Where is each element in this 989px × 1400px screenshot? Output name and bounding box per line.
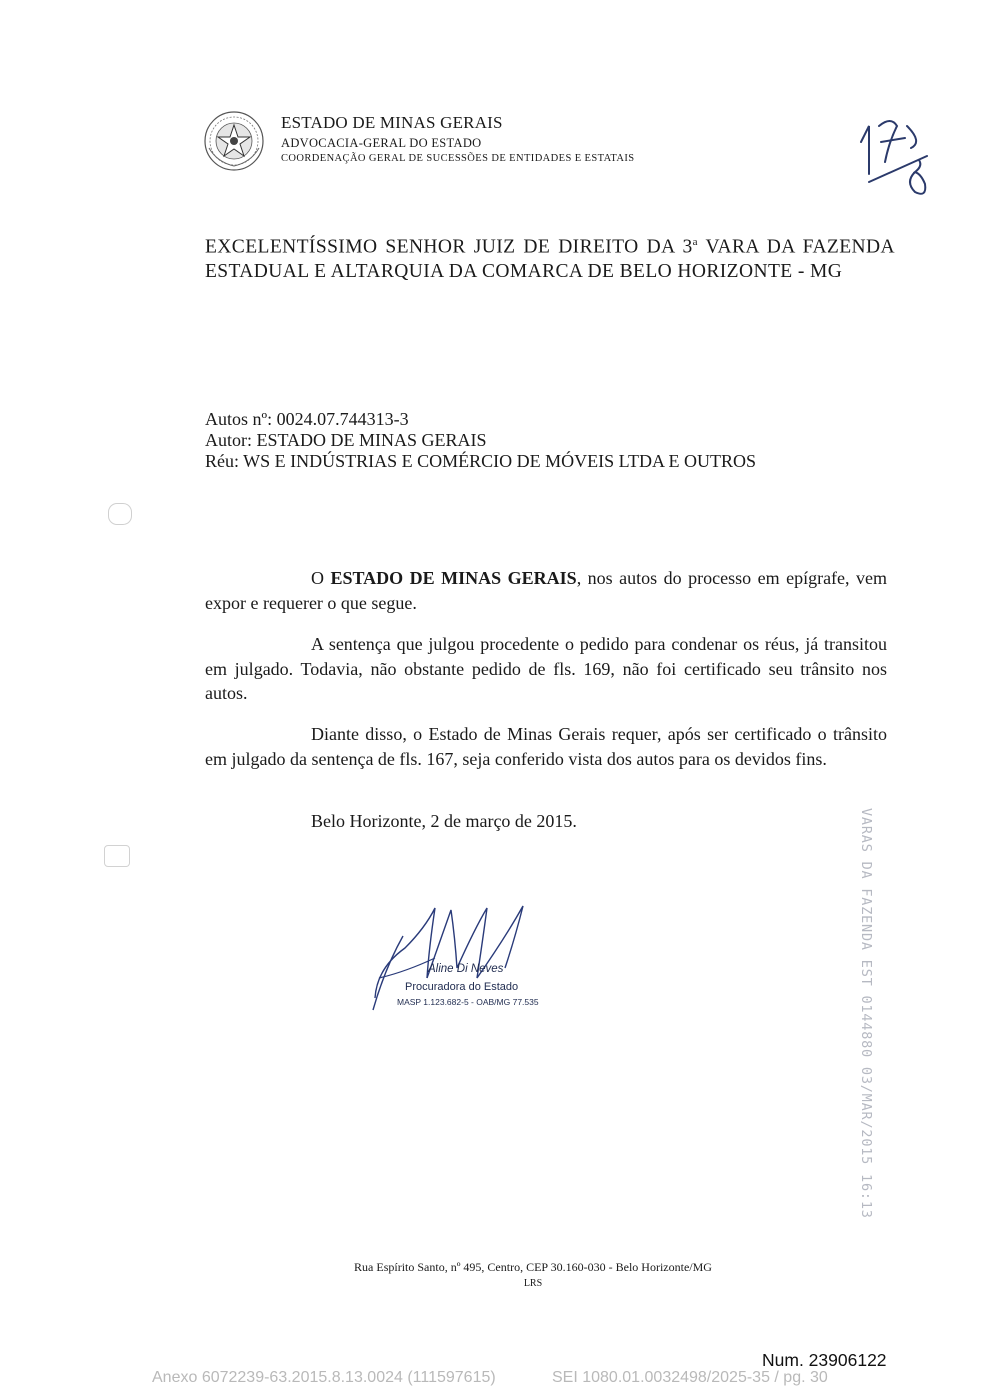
punch-hole bbox=[108, 503, 132, 525]
signer-name: Aline Di Neves bbox=[428, 963, 504, 975]
sei-reference: SEI 1080.01.0032498/2025-35 / pg. 30 bbox=[552, 1369, 828, 1386]
date-line: Belo Horizonte, 2 de março de 2015. bbox=[311, 811, 577, 831]
case-number: Autos nº: 0024.07.744313-3 bbox=[205, 409, 409, 429]
case-defendant: Réu: WS E INDÚSTRIAS E COMÉRCIO DE MÓVEIS LTDA E OUTROS bbox=[205, 451, 757, 471]
paragraph-1: O ESTADO DE MINAS GERAIS, nos autos do processo em epígrafe, vem expor e requerer o que segue. bbox=[205, 568, 888, 613]
coat-of-arms-icon bbox=[203, 110, 265, 172]
addressee-line-2: ESTADUAL E ALTARQUIA DA COMARCA DE BELO HORIZONTE - MG bbox=[205, 261, 843, 282]
letterhead-coordination: COORDENAÇÃO GERAL DE SUCESSÕES DE ENTIDADES E ESTATAIS bbox=[281, 153, 635, 164]
protocol-stamp: VARAS DA FAZENDA EST 0144880 03/MAR/2015 16:13 bbox=[858, 808, 874, 1219]
annex-reference: Anexo 6072239-63.2015.8.13.0024 (111597615) bbox=[152, 1369, 496, 1386]
letterhead-agency: ADVOCACIA-GERAL DO ESTADO bbox=[281, 136, 482, 150]
addressee-line-1: EXCELENTÍSSIMO SENHOR JUIZ DE DIREITO DA 3$^a$ VARA DA FAZENDA bbox=[205, 236, 895, 258]
footer-initials: LRS bbox=[523, 1278, 543, 1289]
signer-registration: MASP 1.123.682-5 - OAB/MG 77.535 bbox=[397, 997, 539, 1007]
case-plaintiff: Autor: ESTADO DE MINAS GERAIS bbox=[205, 430, 487, 450]
punch-hole bbox=[104, 845, 130, 867]
paragraph-2: A sentença que julgou procedente o pedido para condenar os réus, já transitou em julgado. Todavia, não obstante pedido de fls. 169, não foi certificado seu trânsito nos autos. bbox=[205, 634, 887, 703]
paragraph-3: Diante disso, o Estado de Minas Gerais requer, após ser certificado o trânsito em julgado da sentença de fls. 167, seja conferido vista dos autos para os devidos fins. bbox=[205, 724, 887, 769]
handwritten-folio-mark bbox=[855, 112, 935, 202]
footer-address: Rua Espírito Santo, nº 495, Centro, CEP 30.160-030 - Belo Horizonte/MG bbox=[354, 1260, 712, 1274]
document-number: Num. 23906122 bbox=[762, 1350, 887, 1370]
letterhead-state: ESTADO DE MINAS GERAIS bbox=[281, 113, 503, 132]
signer-title: Procuradora do Estado bbox=[405, 981, 519, 993]
